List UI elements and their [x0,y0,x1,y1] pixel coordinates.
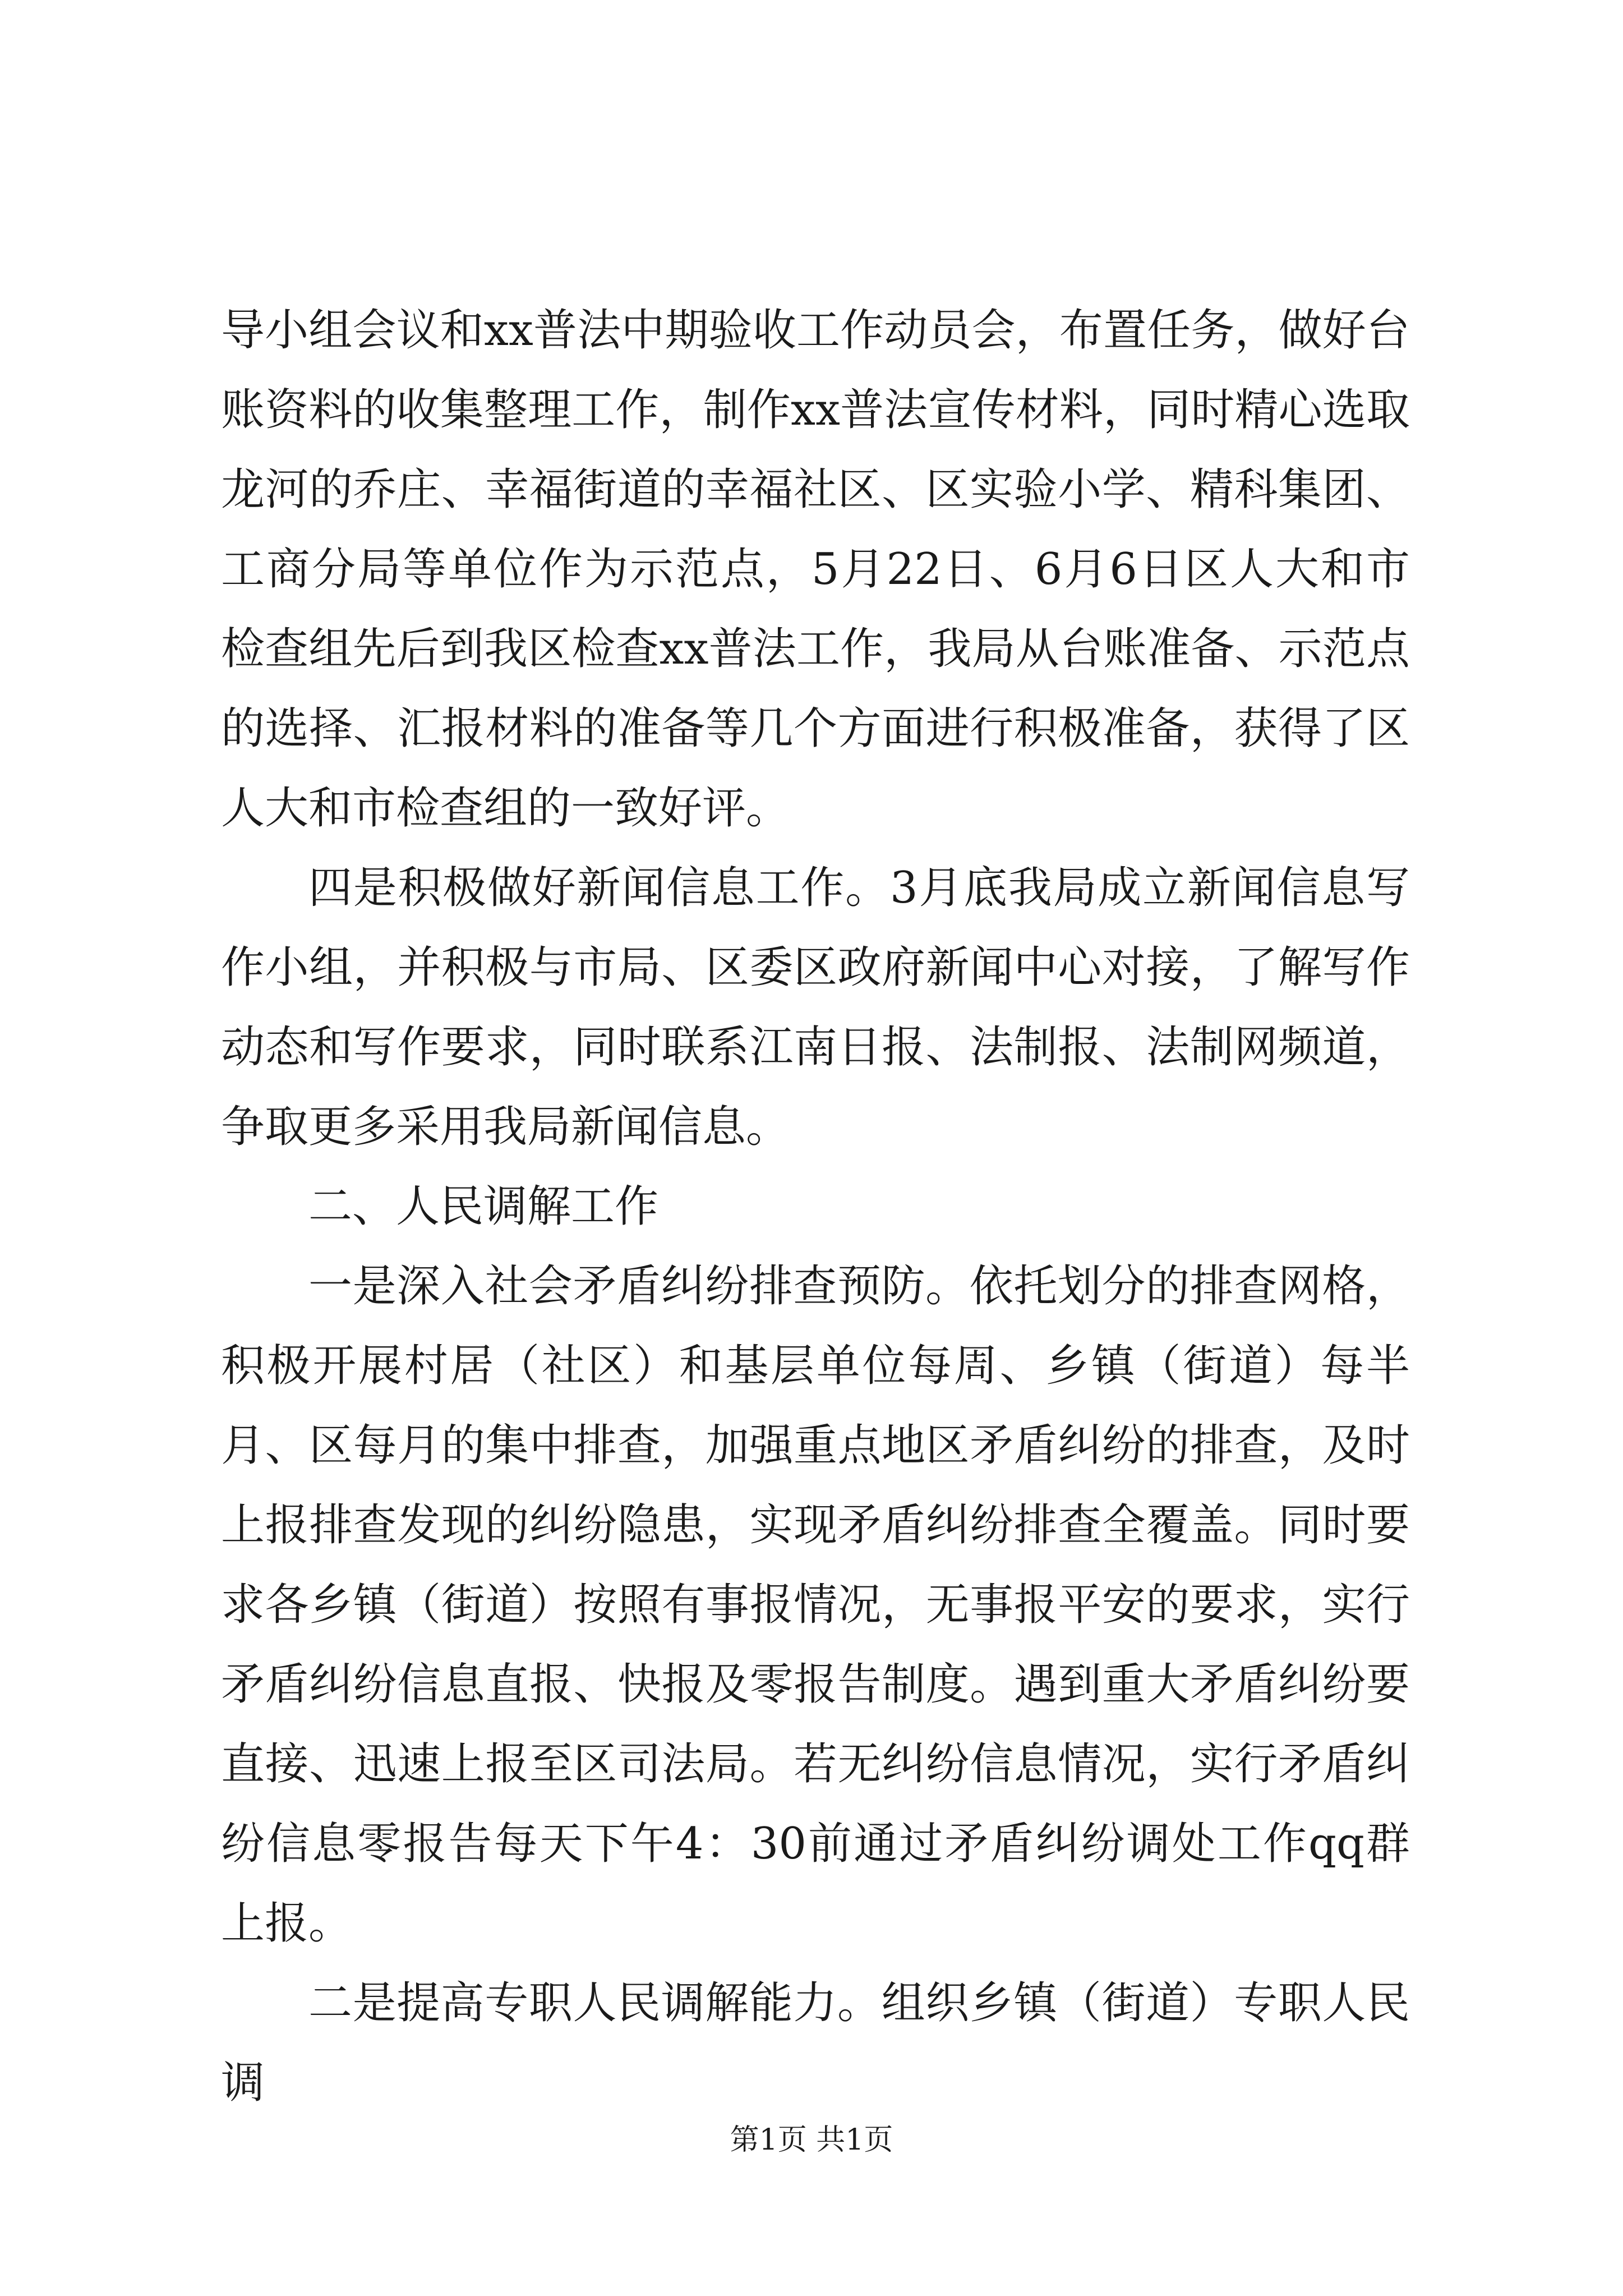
paragraph-news-info: 四是积极做好新闻信息工作。3月底我局成立新闻信息写作小组，并积极与市局、区委区政府新闻中心对接，了解写作动态和写作要求，同时联系江南日报、法制报、法制网频道，争取更多采用我局新闻信息。 [221,863,1410,1152]
document-body [221,291,1410,2123]
paragraph-mediation-capacity: 二是提高专职人民调解能力。组织乡镇（街道）专职人民调 [221,1978,1410,2108]
paragraph-continuation: 导小组会议和xx普法中期验收工作动员会，布置任务，做好台账资料的收集整理工作，制作xx普法宣传材料，同时精心选取龙河的乔庄、幸福街道的幸福社区、区实验小学、精科集团、工商分局等单位作为示范点，5月22日、6月6日区人大和市检查组先后到我区检查xx普法工作，我局从台账准备、示范点的选择、汇报材料的准备等几个方面进行积极准备，获得了区人大和市检查组的一致好评。 [221,305,1410,834]
page-number-footer: 第1页 共1页 [730,2123,893,2157]
paragraph-dispute-screening: 一是深入社会矛盾纠纷排查预防。依托划分的排查网格，积极开展村居（社区）和基层单位每周、乡镇（街道）每半月、区每月的集中排查，加强重点地区矛盾纠纷的排查，及时上报排查发现的纠纷隐患，实现矛盾纠纷排查全覆盖。同时要求各乡镇（街道）按照有事报情况，无事报平安的要求，实行矛盾纠纷信息直报、快报及零报告制度。遇到重大矛盾纠纷要直接、迅速上报至区司法局。若无纠纷信息情况，实行矛盾纠纷信息零报告每天下午4：30前通过矛盾纠纷调处工作qq群上报。 [221,1261,1410,1949]
section-heading-mediation: 二、人民调解工作 [308,1181,659,1232]
